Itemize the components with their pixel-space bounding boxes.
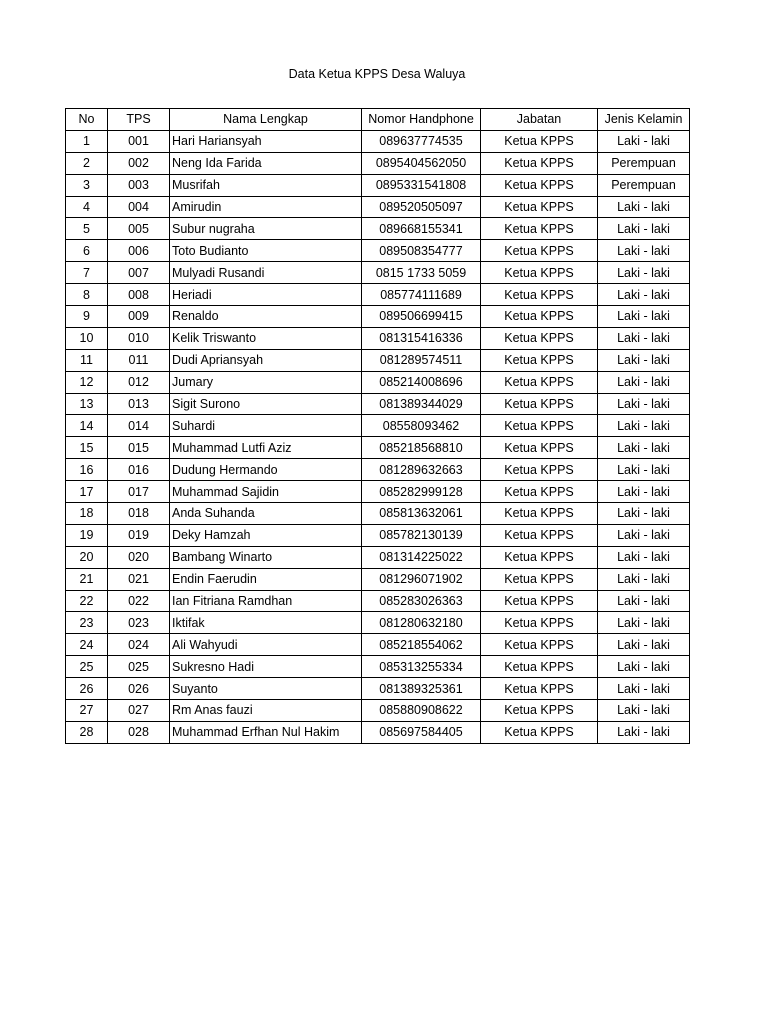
cell-jenis-kelamin: Laki - laki bbox=[598, 284, 690, 306]
cell-nama-lengkap: Toto Budianto bbox=[170, 240, 362, 262]
cell-nama-lengkap: Subur nugraha bbox=[170, 218, 362, 240]
cell-jabatan: Ketua KPPS bbox=[481, 546, 598, 568]
cell-nama-lengkap: Suhardi bbox=[170, 415, 362, 437]
cell-nomor-handphone: 081389344029 bbox=[362, 393, 481, 415]
table-row bbox=[66, 218, 690, 240]
table-row bbox=[66, 612, 690, 634]
cell-nomor-handphone: 0895331541808 bbox=[362, 174, 481, 196]
cell-no: 11 bbox=[66, 349, 108, 371]
table-row bbox=[66, 437, 690, 459]
cell-jenis-kelamin: Laki - laki bbox=[598, 393, 690, 415]
cell-jabatan: Ketua KPPS bbox=[481, 634, 598, 656]
cell-jabatan: Ketua KPPS bbox=[481, 481, 598, 503]
cell-jabatan: Ketua KPPS bbox=[481, 503, 598, 525]
cell-no: 25 bbox=[66, 656, 108, 678]
cell-tps: 018 bbox=[108, 503, 170, 525]
cell-no: 19 bbox=[66, 524, 108, 546]
cell-jabatan: Ketua KPPS bbox=[481, 371, 598, 393]
cell-nama-lengkap: Muhammad Sajidin bbox=[170, 481, 362, 503]
cell-nomor-handphone: 085214008696 bbox=[362, 371, 481, 393]
cell-jenis-kelamin: Laki - laki bbox=[598, 546, 690, 568]
cell-jenis-kelamin: Laki - laki bbox=[598, 459, 690, 481]
cell-nama-lengkap: Renaldo bbox=[170, 306, 362, 328]
cell-tps: 027 bbox=[108, 700, 170, 722]
cell-tps: 008 bbox=[108, 284, 170, 306]
table-row bbox=[66, 349, 690, 371]
table-row bbox=[66, 546, 690, 568]
cell-no: 23 bbox=[66, 612, 108, 634]
cell-jabatan: Ketua KPPS bbox=[481, 459, 598, 481]
cell-tps: 006 bbox=[108, 240, 170, 262]
cell-tps: 026 bbox=[108, 678, 170, 700]
cell-jenis-kelamin: Laki - laki bbox=[598, 721, 690, 743]
cell-nama-lengkap: Bambang Winarto bbox=[170, 546, 362, 568]
cell-no: 18 bbox=[66, 503, 108, 525]
cell-jabatan: Ketua KPPS bbox=[481, 196, 598, 218]
cell-jenis-kelamin: Laki - laki bbox=[598, 656, 690, 678]
page-title: Data Ketua KPPS Desa Waluya bbox=[288, 67, 466, 81]
cell-nomor-handphone: 085313255334 bbox=[362, 656, 481, 678]
cell-nomor-handphone: 089508354777 bbox=[362, 240, 481, 262]
cell-jabatan: Ketua KPPS bbox=[481, 415, 598, 437]
cell-nama-lengkap: Ian Fitriana Ramdhan bbox=[170, 590, 362, 612]
cell-nomor-handphone: 081289632663 bbox=[362, 459, 481, 481]
cell-nama-lengkap: Endin Faerudin bbox=[170, 568, 362, 590]
cell-jenis-kelamin: Perempuan bbox=[598, 174, 690, 196]
cell-nomor-handphone: 081315416336 bbox=[362, 327, 481, 349]
cell-no: 8 bbox=[66, 284, 108, 306]
table-row bbox=[66, 196, 690, 218]
table-row bbox=[66, 415, 690, 437]
cell-jabatan: Ketua KPPS bbox=[481, 349, 598, 371]
cell-jabatan: Ketua KPPS bbox=[481, 130, 598, 152]
cell-nama-lengkap: Suyanto bbox=[170, 678, 362, 700]
cell-nomor-handphone: 08558093462 bbox=[362, 415, 481, 437]
cell-no: 2 bbox=[66, 152, 108, 174]
cell-tps: 011 bbox=[108, 349, 170, 371]
cell-nama-lengkap: Muhammad Erfhan Nul Hakim bbox=[170, 721, 362, 743]
header-jenis-kelamin: Jenis Kelamin bbox=[598, 109, 690, 131]
cell-jenis-kelamin: Laki - laki bbox=[598, 218, 690, 240]
cell-jabatan: Ketua KPPS bbox=[481, 327, 598, 349]
cell-jabatan: Ketua KPPS bbox=[481, 284, 598, 306]
cell-nomor-handphone: 085813632061 bbox=[362, 503, 481, 525]
cell-jenis-kelamin: Laki - laki bbox=[598, 590, 690, 612]
cell-tps: 015 bbox=[108, 437, 170, 459]
header-jabatan: Jabatan bbox=[481, 109, 598, 131]
cell-jenis-kelamin: Laki - laki bbox=[598, 327, 690, 349]
cell-tps: 002 bbox=[108, 152, 170, 174]
cell-no: 24 bbox=[66, 634, 108, 656]
cell-jabatan: Ketua KPPS bbox=[481, 306, 598, 328]
cell-jenis-kelamin: Laki - laki bbox=[598, 130, 690, 152]
table-row bbox=[66, 327, 690, 349]
table-header-row bbox=[66, 109, 690, 131]
cell-jabatan: Ketua KPPS bbox=[481, 393, 598, 415]
table-row bbox=[66, 152, 690, 174]
table-row bbox=[66, 656, 690, 678]
cell-no: 20 bbox=[66, 546, 108, 568]
cell-tps: 013 bbox=[108, 393, 170, 415]
cell-jenis-kelamin: Laki - laki bbox=[598, 240, 690, 262]
cell-no: 5 bbox=[66, 218, 108, 240]
cell-nomor-handphone: 089637774535 bbox=[362, 130, 481, 152]
cell-jenis-kelamin: Laki - laki bbox=[598, 196, 690, 218]
cell-tps: 012 bbox=[108, 371, 170, 393]
cell-jenis-kelamin: Laki - laki bbox=[598, 415, 690, 437]
cell-nama-lengkap: Rm Anas fauzi bbox=[170, 700, 362, 722]
cell-tps: 009 bbox=[108, 306, 170, 328]
cell-tps: 003 bbox=[108, 174, 170, 196]
table-row bbox=[66, 174, 690, 196]
cell-jabatan: Ketua KPPS bbox=[481, 152, 598, 174]
cell-nama-lengkap: Kelik Triswanto bbox=[170, 327, 362, 349]
cell-tps: 014 bbox=[108, 415, 170, 437]
cell-jabatan: Ketua KPPS bbox=[481, 590, 598, 612]
cell-jenis-kelamin: Laki - laki bbox=[598, 612, 690, 634]
cell-no: 9 bbox=[66, 306, 108, 328]
cell-jenis-kelamin: Laki - laki bbox=[598, 634, 690, 656]
cell-tps: 020 bbox=[108, 546, 170, 568]
cell-jenis-kelamin: Laki - laki bbox=[598, 700, 690, 722]
cell-nomor-handphone: 089520505097 bbox=[362, 196, 481, 218]
cell-no: 4 bbox=[66, 196, 108, 218]
cell-tps: 017 bbox=[108, 481, 170, 503]
cell-tps: 001 bbox=[108, 130, 170, 152]
cell-jabatan: Ketua KPPS bbox=[481, 240, 598, 262]
cell-tps: 022 bbox=[108, 590, 170, 612]
header-nama-lengkap: Nama Lengkap bbox=[170, 109, 362, 131]
cell-no: 7 bbox=[66, 262, 108, 284]
cell-no: 3 bbox=[66, 174, 108, 196]
cell-no: 6 bbox=[66, 240, 108, 262]
cell-nama-lengkap: Mulyadi Rusandi bbox=[170, 262, 362, 284]
cell-no: 12 bbox=[66, 371, 108, 393]
cell-no: 21 bbox=[66, 568, 108, 590]
cell-nomor-handphone: 085774111689 bbox=[362, 284, 481, 306]
kpps-table bbox=[65, 108, 690, 744]
table-row bbox=[66, 568, 690, 590]
cell-nama-lengkap: Dudi Apriansyah bbox=[170, 349, 362, 371]
cell-nomor-handphone: 089668155341 bbox=[362, 218, 481, 240]
cell-nomor-handphone: 085283026363 bbox=[362, 590, 481, 612]
cell-tps: 025 bbox=[108, 656, 170, 678]
cell-nama-lengkap: Hari Hariansyah bbox=[170, 130, 362, 152]
cell-tps: 004 bbox=[108, 196, 170, 218]
cell-tps: 021 bbox=[108, 568, 170, 590]
cell-no: 13 bbox=[66, 393, 108, 415]
cell-no: 14 bbox=[66, 415, 108, 437]
table-row bbox=[66, 459, 690, 481]
cell-nama-lengkap: Sigit Surono bbox=[170, 393, 362, 415]
cell-tps: 007 bbox=[108, 262, 170, 284]
cell-jenis-kelamin: Laki - laki bbox=[598, 371, 690, 393]
table-row bbox=[66, 284, 690, 306]
cell-jabatan: Ketua KPPS bbox=[481, 700, 598, 722]
cell-nomor-handphone: 085880908622 bbox=[362, 700, 481, 722]
header-tps: TPS bbox=[108, 109, 170, 131]
cell-nomor-handphone: 085282999128 bbox=[362, 481, 481, 503]
cell-jabatan: Ketua KPPS bbox=[481, 721, 598, 743]
cell-jabatan: Ketua KPPS bbox=[481, 174, 598, 196]
table-row bbox=[66, 481, 690, 503]
cell-jabatan: Ketua KPPS bbox=[481, 218, 598, 240]
cell-jenis-kelamin: Laki - laki bbox=[598, 568, 690, 590]
cell-no: 16 bbox=[66, 459, 108, 481]
cell-nomor-handphone: 085218554062 bbox=[362, 634, 481, 656]
table-row bbox=[66, 503, 690, 525]
cell-jabatan: Ketua KPPS bbox=[481, 656, 598, 678]
cell-jabatan: Ketua KPPS bbox=[481, 612, 598, 634]
cell-no: 1 bbox=[66, 130, 108, 152]
table-row bbox=[66, 678, 690, 700]
table-row bbox=[66, 634, 690, 656]
cell-no: 26 bbox=[66, 678, 108, 700]
cell-jenis-kelamin: Laki - laki bbox=[598, 349, 690, 371]
table-row bbox=[66, 393, 690, 415]
cell-nama-lengkap: Deky Hamzah bbox=[170, 524, 362, 546]
cell-nomor-handphone: 085697584405 bbox=[362, 721, 481, 743]
cell-nomor-handphone: 0895404562050 bbox=[362, 152, 481, 174]
cell-nomor-handphone: 081289574511 bbox=[362, 349, 481, 371]
table-row bbox=[66, 240, 690, 262]
cell-jabatan: Ketua KPPS bbox=[481, 568, 598, 590]
table-row bbox=[66, 130, 690, 152]
table-row bbox=[66, 262, 690, 284]
cell-nama-lengkap: Dudung Hermando bbox=[170, 459, 362, 481]
cell-tps: 016 bbox=[108, 459, 170, 481]
cell-jabatan: Ketua KPPS bbox=[481, 524, 598, 546]
cell-nomor-handphone: 081296071902 bbox=[362, 568, 481, 590]
cell-nama-lengkap: Jumary bbox=[170, 371, 362, 393]
table-row bbox=[66, 700, 690, 722]
cell-nama-lengkap: Ali Wahyudi bbox=[170, 634, 362, 656]
cell-nomor-handphone: 089506699415 bbox=[362, 306, 481, 328]
cell-nomor-handphone: 085218568810 bbox=[362, 437, 481, 459]
cell-nomor-handphone: 081389325361 bbox=[362, 678, 481, 700]
table-row bbox=[66, 371, 690, 393]
cell-nama-lengkap: Anda Suhanda bbox=[170, 503, 362, 525]
cell-jenis-kelamin: Perempuan bbox=[598, 152, 690, 174]
cell-nama-lengkap: Musrifah bbox=[170, 174, 362, 196]
cell-no: 27 bbox=[66, 700, 108, 722]
cell-jenis-kelamin: Laki - laki bbox=[598, 678, 690, 700]
cell-jenis-kelamin: Laki - laki bbox=[598, 306, 690, 328]
cell-tps: 010 bbox=[108, 327, 170, 349]
table-row bbox=[66, 590, 690, 612]
cell-nomor-handphone: 0815 1733 5059 bbox=[362, 262, 481, 284]
cell-tps: 028 bbox=[108, 721, 170, 743]
cell-tps: 023 bbox=[108, 612, 170, 634]
table-row bbox=[66, 306, 690, 328]
cell-nama-lengkap: Iktifak bbox=[170, 612, 362, 634]
cell-jabatan: Ketua KPPS bbox=[481, 262, 598, 284]
cell-jabatan: Ketua KPPS bbox=[481, 678, 598, 700]
cell-nama-lengkap: Amirudin bbox=[170, 196, 362, 218]
cell-jenis-kelamin: Laki - laki bbox=[598, 481, 690, 503]
cell-jenis-kelamin: Laki - laki bbox=[598, 262, 690, 284]
cell-nomor-handphone: 085782130139 bbox=[362, 524, 481, 546]
cell-no: 28 bbox=[66, 721, 108, 743]
cell-nomor-handphone: 081314225022 bbox=[362, 546, 481, 568]
cell-jabatan: Ketua KPPS bbox=[481, 437, 598, 459]
cell-no: 22 bbox=[66, 590, 108, 612]
cell-no: 15 bbox=[66, 437, 108, 459]
cell-jenis-kelamin: Laki - laki bbox=[598, 503, 690, 525]
header-no: No bbox=[66, 109, 108, 131]
cell-no: 17 bbox=[66, 481, 108, 503]
cell-tps: 019 bbox=[108, 524, 170, 546]
cell-tps: 024 bbox=[108, 634, 170, 656]
cell-no: 10 bbox=[66, 327, 108, 349]
cell-jenis-kelamin: Laki - laki bbox=[598, 437, 690, 459]
header-nomor-handphone: Nomor Handphone bbox=[362, 109, 481, 131]
cell-jenis-kelamin: Laki - laki bbox=[598, 524, 690, 546]
cell-nama-lengkap: Neng Ida Farida bbox=[170, 152, 362, 174]
cell-nama-lengkap: Sukresno Hadi bbox=[170, 656, 362, 678]
cell-nama-lengkap: Heriadi bbox=[170, 284, 362, 306]
table-body bbox=[66, 130, 690, 743]
cell-nama-lengkap: Muhammad Lutfi Aziz bbox=[170, 437, 362, 459]
cell-nomor-handphone: 081280632180 bbox=[362, 612, 481, 634]
table-row bbox=[66, 524, 690, 546]
table-row bbox=[66, 721, 690, 743]
cell-tps: 005 bbox=[108, 218, 170, 240]
